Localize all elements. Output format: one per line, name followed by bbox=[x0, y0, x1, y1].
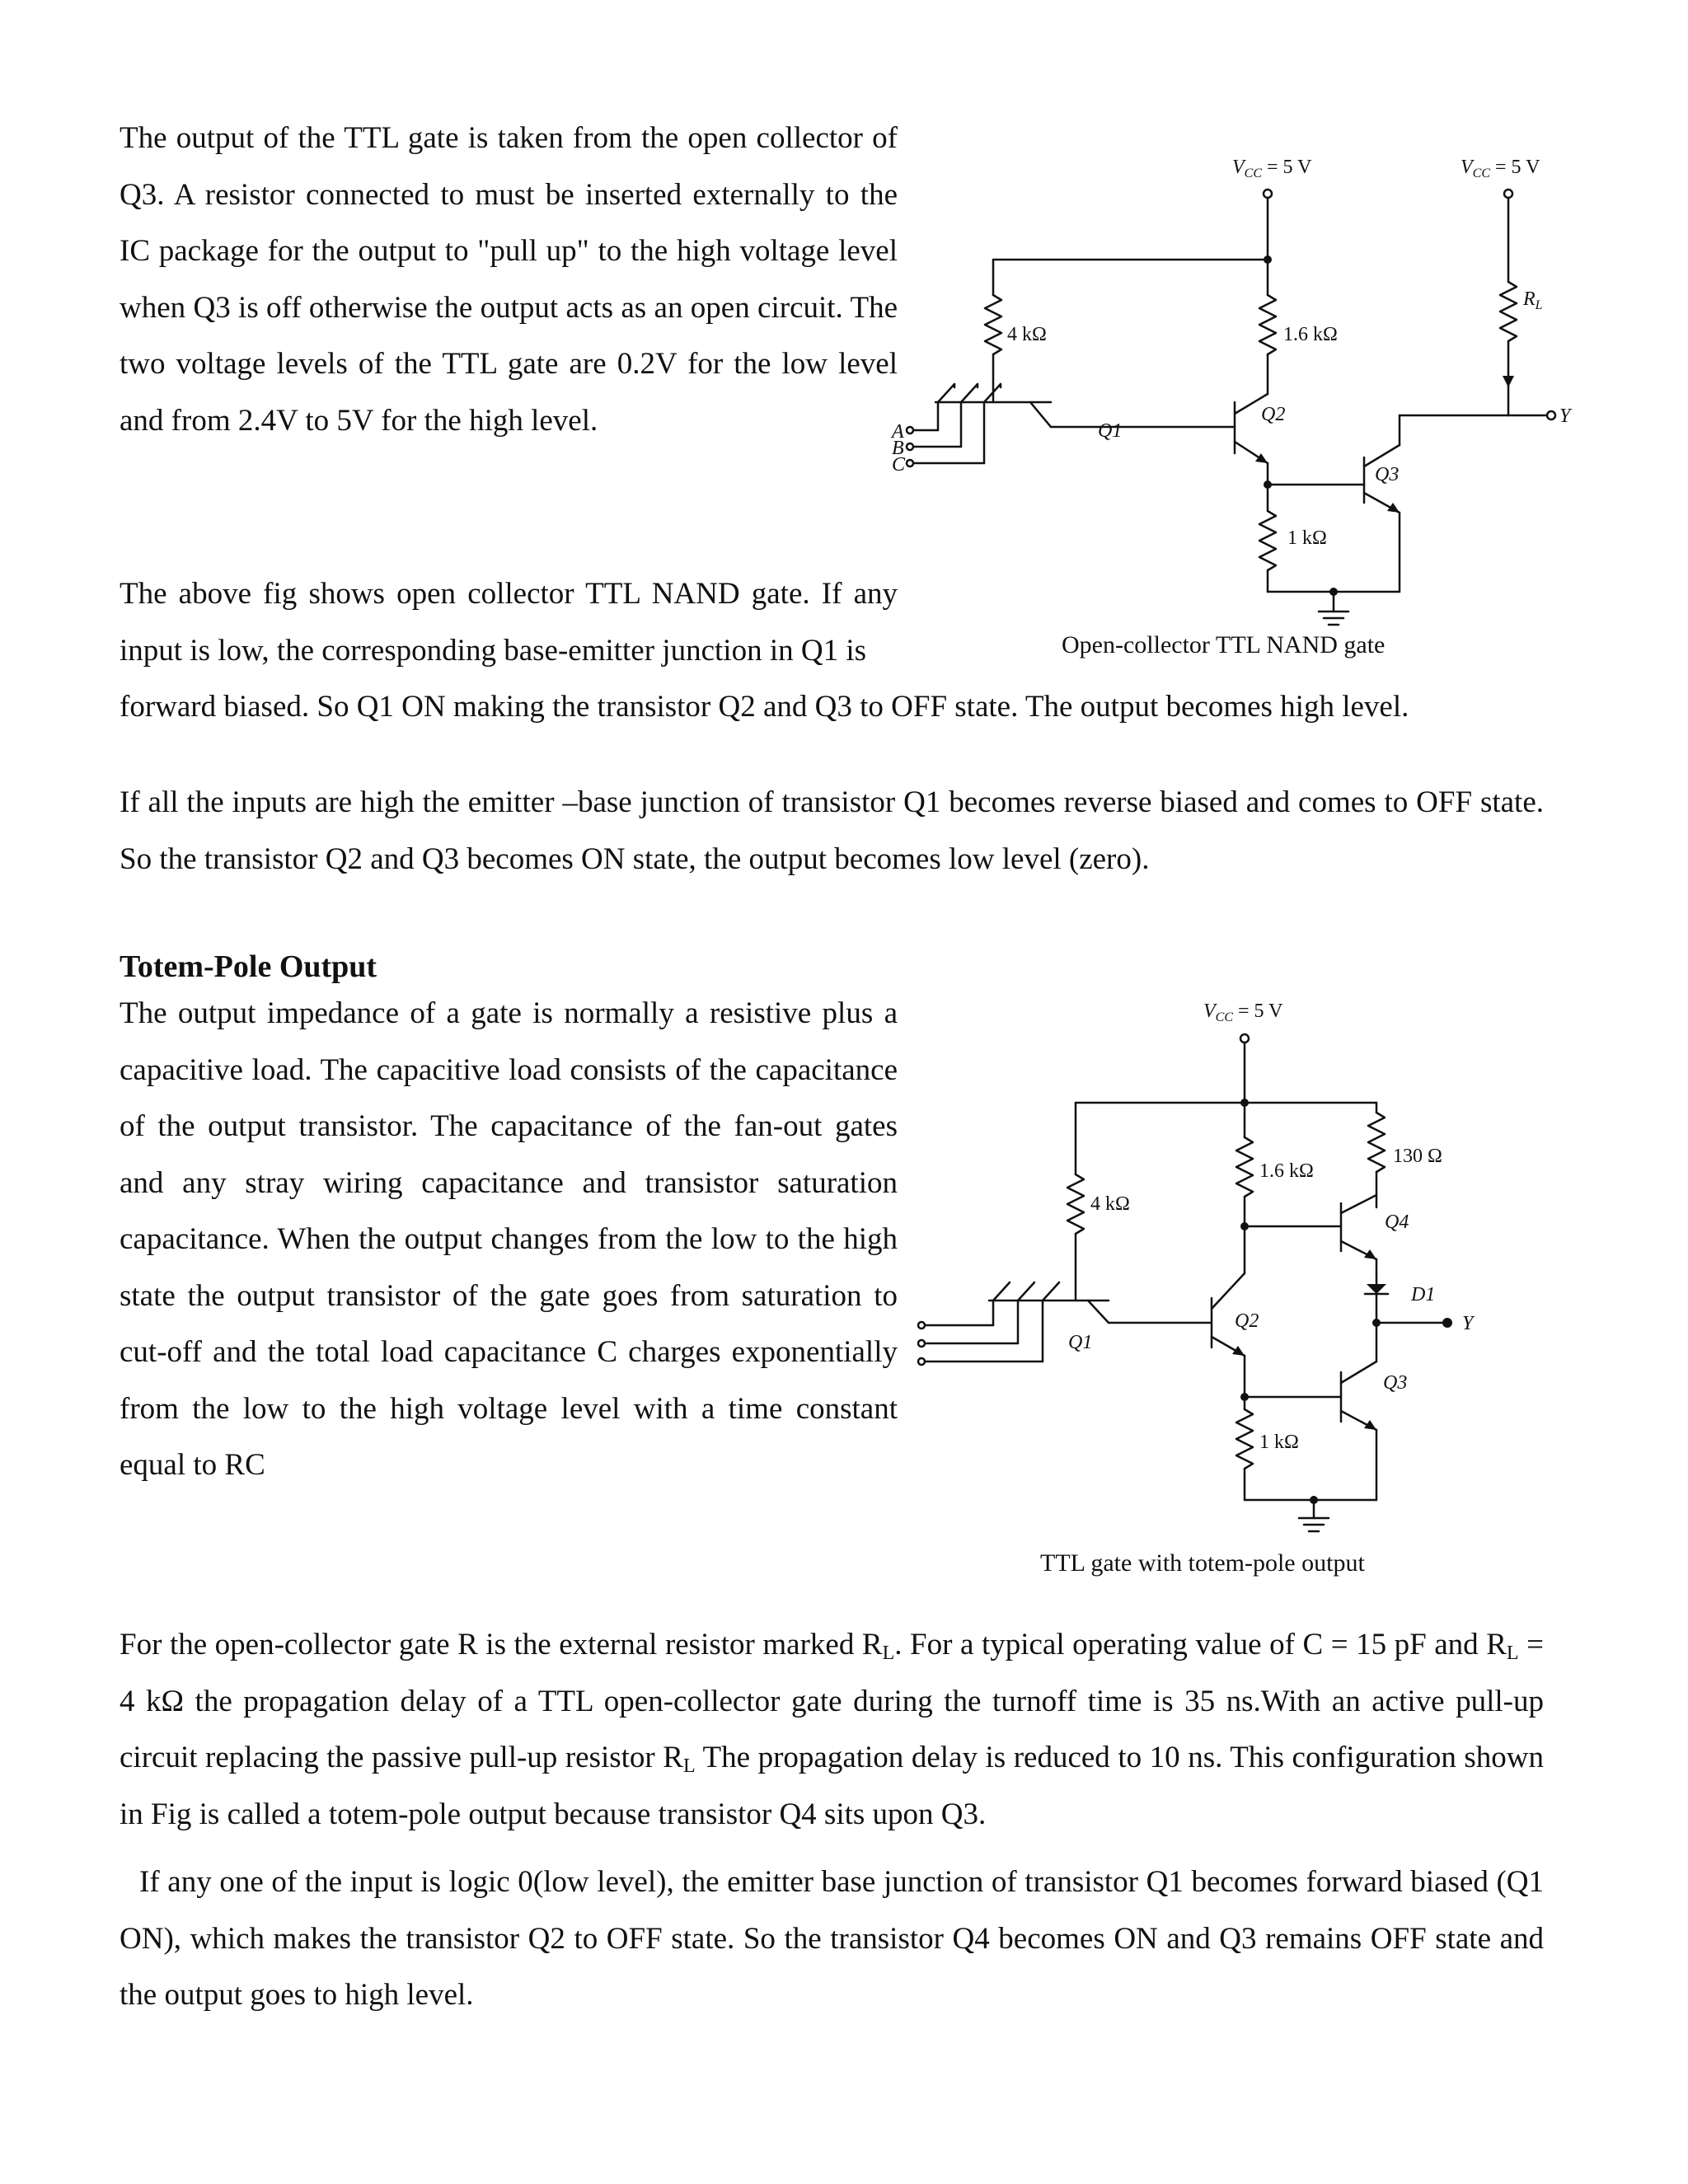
paragraph-input-logic-zero: If any one of the input is logic 0(low level), the emitter base junction of transistor Q1 becomes forward biased (Q1 ON), which makes the transistor Q2 to OFF state. So the transistor Q4 becomes ON and Q3 remains OFF state and the output goes to high level. bbox=[120, 1865, 1544, 2012]
paragraph-open-collector-operation: The above fig shows open collector TTL NAND gate. If any input is low, the corresponding base-emitter junction in Q1 is bbox=[120, 577, 898, 668]
fig1-q3-label: Q3 bbox=[1375, 464, 1400, 485]
paragraph-open-collector-intro: The output of the TTL gate is taken from the open collector of Q3. A resistor connected to must be inserted externally to the IC package for the output to "pull up" to the high voltage level when Q3 is off otherwise the output acts as an open circuit. The two voltage levels of the TTL gate are 0.2V for the low level and from 2.4V to 5V for the high level. bbox=[120, 121, 898, 438]
fig2-r2-label: 1.6 kΩ bbox=[1259, 1160, 1314, 1182]
fig2-q4-label: Q4 bbox=[1385, 1212, 1409, 1233]
fig2-d1-label: D1 bbox=[1411, 1284, 1436, 1305]
fig1-vcc2-label: $V_{CC} = 5$ V bbox=[1461, 157, 1540, 180]
fig1-q2-label: Q2 bbox=[1261, 404, 1286, 425]
fig1-r2-label: 1.6 kΩ bbox=[1283, 324, 1338, 345]
fig2-r1-label: 4 kΩ bbox=[1090, 1193, 1130, 1215]
fig2-q3-label: Q3 bbox=[1383, 1372, 1408, 1394]
fig1-output-y-label: Y bbox=[1559, 405, 1571, 427]
fig1-rl-label: $R_L$ bbox=[1523, 288, 1543, 312]
fig1-r1-label: 4 kΩ bbox=[1007, 324, 1047, 345]
fig2-r3-label: 130 Ω bbox=[1393, 1146, 1442, 1167]
figure-open-collector-nand bbox=[892, 140, 1582, 668]
fig2-caption: TTL gate with totem-pole output bbox=[1040, 1549, 1365, 1577]
fig1-input-b-label: B bbox=[892, 438, 904, 459]
fig2-output-y-label: Y bbox=[1462, 1313, 1474, 1334]
fig1-vcc1-label: $V_{CC} = 5$ V bbox=[1232, 157, 1312, 180]
fig1-caption: Open-collector TTL NAND gate bbox=[1062, 631, 1386, 658]
fig1-input-a-label: A bbox=[892, 421, 904, 443]
fig1-input-c-label: C bbox=[892, 454, 906, 476]
paragraph-open-collector-operation-cont: forward biased. So Q1 ON making the transistor Q2 and Q3 to OFF state. The output becomes high level. bbox=[120, 690, 1409, 724]
fig2-q1-label: Q1 bbox=[1068, 1332, 1093, 1353]
paragraph-output-impedance: The output impedance of a gate is normally a resistive plus a capacitive load. The capacitive load consists of the capacitance of the output transistor. The capacitance of the fan-out gates and any stray wiring capacitance and transistor saturation capacitance. When the output changes from the low to the high state the output transistor of the gate goes from saturation to cut-off and the total load capacitance C charges exponentially from the low to the high voltage level with a time constant equal to RC bbox=[120, 996, 898, 1482]
figure-totem-pole-ttl bbox=[915, 989, 1574, 1582]
heading-totem-pole-output: Totem-Pole Output bbox=[120, 949, 377, 984]
fig2-r4-label: 1 kΩ bbox=[1259, 1432, 1299, 1453]
fig2-vcc-label: $V_{CC} = 5$ V bbox=[1203, 1001, 1283, 1024]
fig1-r3-label: 1 kΩ bbox=[1287, 527, 1327, 549]
fig2-q2-label: Q2 bbox=[1235, 1310, 1259, 1332]
fig1-q1-label: Q1 bbox=[1098, 420, 1123, 442]
paragraph-all-inputs-high: If all the inputs are high the emitter –base junction of transistor Q1 becomes reverse biased and comes to OFF state. So the transistor Q2 and Q3 becomes ON state, the output becomes low level (zero). bbox=[120, 785, 1544, 876]
paragraph-propagation-delay: For the open-collector gate R is the external resistor marked $R_L$. For a typical operating value of C = 15 pF and $R_L = 4$ kΩ the propagation delay of a TTL open-collector gate during the turnoff time is 35 ns.With an active pull-up circuit replacing the passive pull-up resistor $R_L$ The propagation delay is reduced to 10 ns. This configuration shown in Fig is called a totem-pole output because transistor Q4 sits upon Q3. bbox=[120, 1628, 1544, 1831]
